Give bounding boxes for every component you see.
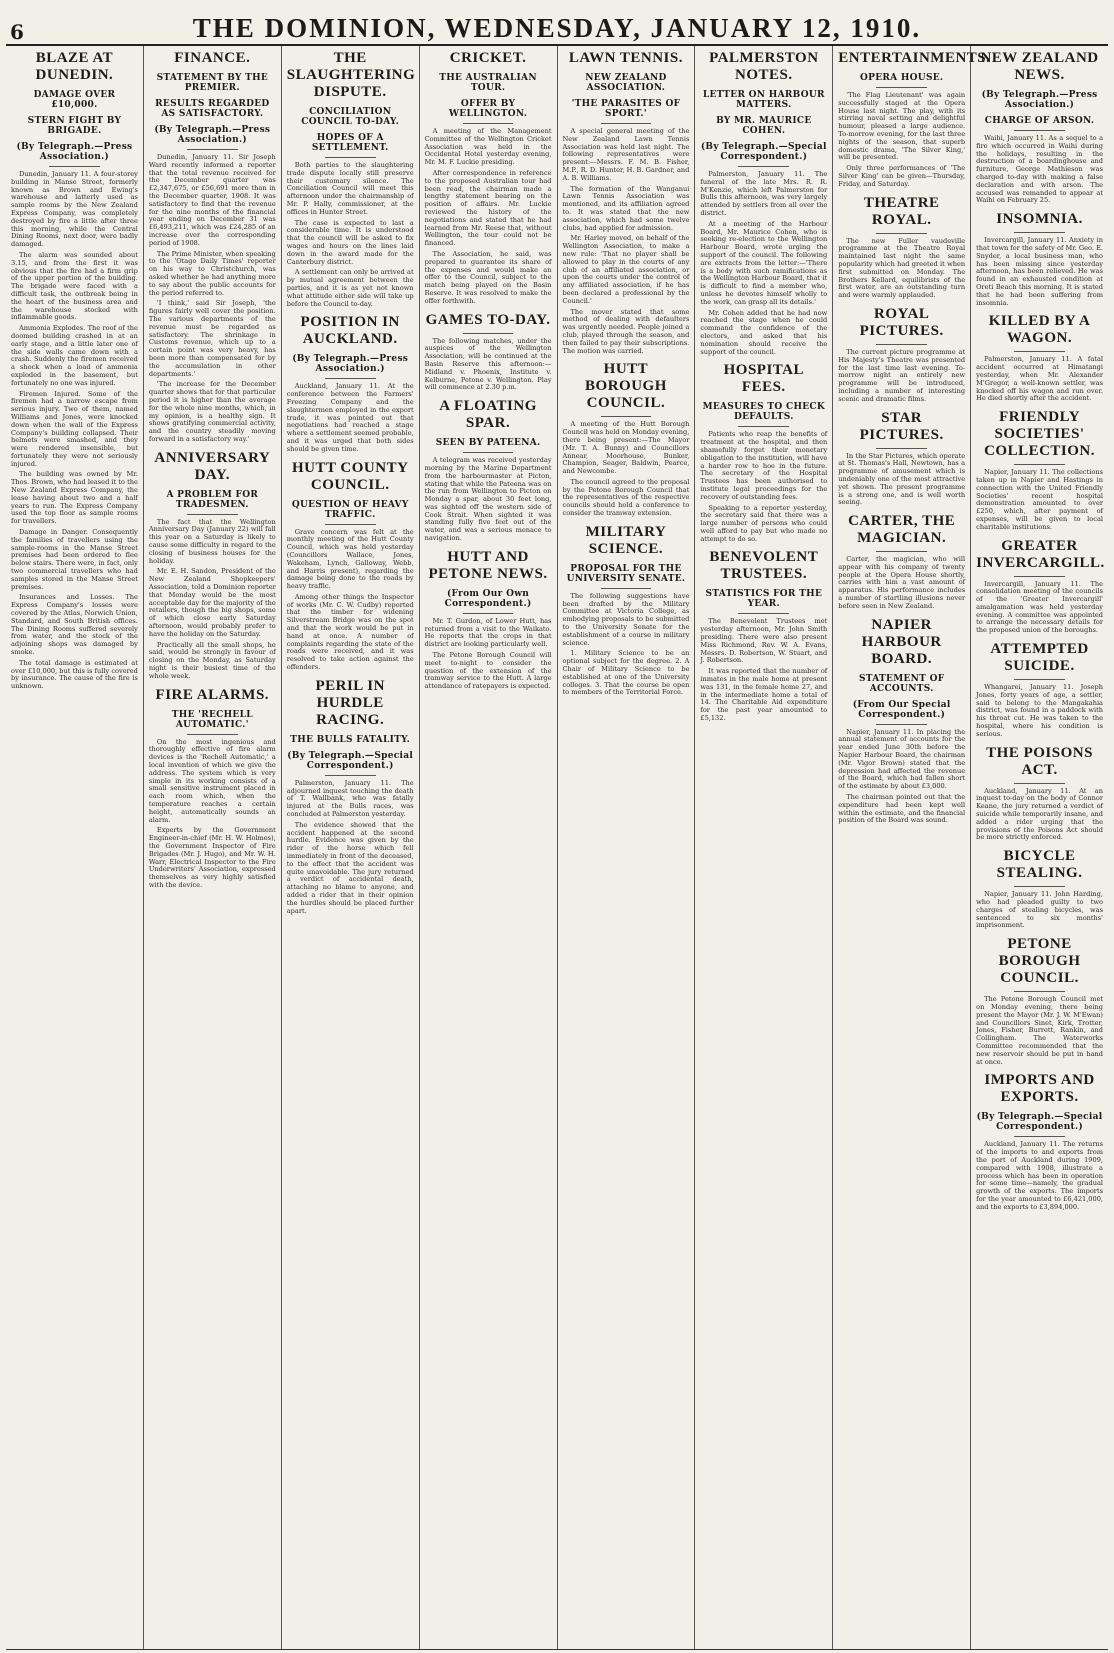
article-subheading: MEASURES TO CHECK DEFAULTS. [702,402,826,423]
headline-rule [1014,886,1065,887]
article-paragraph: 1. Military Science to be an optional subject for the degree. 2. A Chair of Military Science to be established at one of the University colleges. 3. That the course be open to members of the Territorial Force. [562,649,690,697]
article [425,398,552,543]
article [563,524,690,697]
article-body [976,891,1103,930]
article-subheading: (By Telegraph.—Press Association.) [981,90,1098,110]
headline-rule [601,416,652,417]
article-paragraph: Carter, the magician, who will appear with his company of twenty people at the Opera House shortly, carries with him a vast amount of apparatus. His performance includes a number of startling illusions never before seen in New Zealand. [838,555,966,610]
headline-rule [1014,464,1065,465]
article-subheading: PROPOSAL FOR THE UNIVERSITY SENATE. [566,563,686,584]
headline-rule [187,514,238,515]
article-body [976,996,1103,1066]
article-subheading: (By Telegraph.—Special Correspondent.) [700,142,827,162]
article-body [976,356,1103,403]
article-paragraph: The evidence showed that the accident happened at the second hurdle. Evidence was given by the rider of the horse which fell immediately in front of the deceased, to the effect that the accident was quite unavoidable. The jury returned a verdict of accidental death, attaching no blame to anyone, and added a rider that in their opinion the hurdles should be placed further apart. [286,820,414,915]
article-paragraph: Only three performances of 'The Silver King' can be given—Thursday, Friday, and Saturday. [838,164,966,188]
article [838,306,965,404]
article-paragraph: A meeting of the Management Committee of the Wellington Cricket Association was held in the Occidental Hotel yesterday evening, Mr. M. F. Luckie presiding. [424,127,552,167]
article-headline: THE SLAUGHTERING DISPUTE. [286,50,416,100]
article-paragraph: The Benevolent Trustees met yesterday afternoon, Mr. John Smith presiding. There were also present Miss Richmond, Rev. W. A. Evans, Messrs. D. Robertson, W. Stuart, and J. Robertson. [700,617,828,665]
article-paragraph: The fact that the Wellington Anniversary Day (January 22) will fall this year on a Saturday is likely to cause some difficulty in regard to the closing of business houses for the holiday. [148,517,276,565]
article-body [563,128,690,355]
headline-rule [738,166,789,167]
article [563,50,690,355]
article-subheading: THE 'RECHELL AUTOMATIC.' [171,709,253,730]
article-paragraph: Whangarei, January 11. Joseph Jones, forty years of age, a settler, said to belong to the Mangakahia district, was found in a paddock with his throat cut. He was taken to the hospital, where his condition is serious. [976,683,1103,738]
article-body [149,154,276,444]
article-paragraph: Ammonia Explodes. The roof of the doomed building crashed in at an early stage, and a little later one of the side walls came down with a crash. Suddenly the firemen received a shock when a load of ammonia exploded in the basement, but fortunately no one was injured. [11,324,138,387]
article-paragraph: Waihi, January 11. As a sequel to a fire which occurred in Waihi during the holidays, resulting in the destruction of a boardinghouse and furniture, George Mathieson was charged to-day with making a false declaration and with arson. The accused was remanded to appear at Waihi on February 25. [976,134,1103,205]
article-headline: POSITION IN AUCKLAND. [300,314,400,348]
article-paragraph: On the most ingenious and thoroughly effective of fire alarm devices is the 'Rechell Automatic,' a local invention of which we give the address. The system which is very simple in its working consists of a small sensitive instrument placed in each room which, when the temperature reaches a certain height, automatically sounds an alarm. [148,737,276,824]
headline-rule [876,233,927,234]
article [425,50,552,306]
article-body [563,421,690,518]
article-paragraph: Practically all the small shops, he said, would be strongly in favour of closing on the Monday, as Saturday night is their busiest time of the whole week. [148,640,276,680]
headline-rule [325,378,376,379]
article-paragraph: 'The increase for the December quarter shows that for that particular period it is higher than the average for the whole nine months, which, in my opinion, is a healthy sign. It shows gratifying commercial activity, and the country steadily moving forward in a satisfactory way.' [148,380,276,443]
article-headline: ENTERTAINMENTS. [838,50,991,66]
column-slaughtering [282,46,420,1649]
article-subheading: A PROBLEM FOR TRADESMEN. [166,489,259,510]
article [700,362,827,543]
article-headline: HOSPITAL FEES. [723,362,805,396]
masthead [6,4,1108,46]
headline-rule [325,524,376,525]
article-paragraph: In the Star Pictures, which operate at St. Thomas's Hall, Newtown, has a programme of amusement which is undeniably one of the most attractive yet shown. The present programme is a strong one, and is well worth seeing. [838,451,966,507]
article-headline: A FLOATING SPAR. [439,398,537,432]
article [287,678,414,916]
headline-rule [1014,576,1065,577]
article-paragraph: The chairman pointed out that the expenditure had been kept well within the estimate, and the financial position of the Board was sound. [838,793,966,825]
article [287,314,414,453]
article-headline: FIRE ALARMS. [155,686,270,703]
article-headline: LAWN TENNIS. [568,50,683,66]
article [976,313,1103,403]
headline-rule [1014,783,1065,784]
article-subheading: BY MR. MAURICE COHEN. [716,116,812,136]
article-paragraph: Auckland, January 11. The returns of the imports to and exports from the port of Auckland during 1909, compared with 1908, illustrate a process which has been in operation for some time—namely, the gradual growth of the exports. The imports for the year amounted to £6,421,000, and the exports to £3,894,000. [976,1140,1103,1211]
article-body [976,135,1103,205]
article-subheading: (By Telegraph.—Press Association.) [16,142,133,162]
article-body [425,618,552,691]
article-subheading: CHARGE OF ARSON. [984,116,1095,126]
headline-rule [463,613,514,614]
article-headline: BLAZE AT DUNEDIN. [35,50,114,83]
article [976,50,1103,205]
article-body [149,519,276,681]
headline-rule [876,344,927,345]
headline-rule [876,448,927,449]
article-subheading: OFFER BY WELLINGTON. [448,99,528,119]
article-subheading: (From Our Special Correspondent.) [852,699,951,720]
article-subheading: STATEMENT OF ACCOUNTS. [858,673,945,694]
article-paragraph: Insurances and Losses. The Express Company's losses were covered by the Atlas, Norwich Union, Standard, and South British offices. The Dining Rooms suffered severely from water, and the stock of the adjoining shops was damaged by smoke. [11,593,138,657]
article-body [11,171,138,691]
headline-rule [1014,1136,1065,1137]
column-palmerston [695,46,833,1649]
article-paragraph: The case is expected to last a considerable time. It is understood that the council will be asked to fix wages and hours on the lines laid down in the award made for the Canterbury district. [286,218,414,266]
article-paragraph: Napier, January 11. In placing the annual statement of accounts for the year ended June 30th before the Napier Harbour Board, the chairman (Mr. Vigor Brown) stated that the depression had affected the revenue of the Board, which had fallen short of the estimate by about £3,000. [838,727,966,791]
article-paragraph: After correspondence in reference to the proposed Australian tour had been read, the chairman made a lengthy statement bearing on the position of affairs. Mr. Luckie reviewed the history of the negotiations and stated that he had learned from Mr. Reese that, without Wellington, the tour could not be financed. [424,168,552,248]
article-subheading: THE AUSTRALIAN TOUR. [439,73,537,93]
article-paragraph: The new Fuller vaudeville programme at the Theatre Royal maintained last night the same popularity which had greeted it when first submitted on Monday. The Brothers Kellard, equilibrists of the first water, are an outstanding turn and were warmly applauded. [838,236,966,300]
article-headline: ANNIVERSARY DAY. [154,449,271,483]
article-headline: BENEVOLENT TRUSTEES. [709,549,819,583]
article-subheading: STATEMENT BY THE PREMIER. [156,73,269,93]
article-body [563,593,690,697]
article-paragraph: Damage in Danger. Consequently the families of travellers using the sample-rooms in the Manse Street premises had been ordered to flee below stairs. There were, in fact, only two commercial travellers who had samples stored in the Manse Street premises. [11,528,138,591]
article-paragraph: Both parties to the slaughtering trade dispute locally still preserve their customary silence. The Conciliation Council will meet this afternoon under the chairmanship of Mr. P. Hally, commissioner, at the offices in Hunter Street. [286,161,414,216]
article-headline: PALMERSTON NOTES. [709,50,819,83]
article-headline: IMPORTS AND EXPORTS. [984,1072,1095,1106]
article-subheading: CONCILIATION COUNCIL TO-DAY. [301,107,400,127]
article-headline: HUTT COUNTY COUNCIL. [291,459,409,493]
article-paragraph: Mr. E. H. Sandon, President of the New Zealand Shopkeepers' Association, told a Dominion reporter that Monday would be the most acceptable day for the majority of the retailers, though the big shops, some of which close early Saturday afternoon, would probably prefer to have the holiday on the Saturday. [148,567,276,638]
headline-rule [1014,679,1065,680]
article [976,1072,1103,1211]
page-number: 6 [10,20,24,44]
article-subheading: RESULTS REGARDED AS SATISFACTORY. [155,99,270,119]
article-headline: HUTT BOROUGH COUNCIL. [585,361,667,412]
headline-rule [876,87,927,88]
article-paragraph: Mr. Harley moved, on behalf of the Wellington Association, to make a new rule: 'That no player shall be allowed to play in the courts of any club of an affiliated association, or upon the courts under the control of any affiliated association, if he has been declared a professional by the Council.' [562,234,690,305]
article-subheading: (By Telegraph.—Press Association.) [292,354,409,375]
article [976,936,1103,1066]
article-paragraph: The council agreed to the proposal by the Petone Borough Council that the representatives of the respective councils should hold a conference to consider the tramway extension. [562,477,690,518]
headline-rule [876,724,927,725]
article [838,513,965,611]
article-paragraph: The following suggestions have been drafted by the Military Committee at Victoria College, as embodying proposals to be submitted to the University Senate for the establishment of a course in military science. [562,591,690,647]
article-body [149,739,276,890]
headline-rule [738,613,789,614]
article [976,538,1103,636]
article-body [287,780,414,916]
article-body [287,162,414,308]
article-headline: FRIENDLY SOCIETIES' COLLECTION. [984,409,1096,460]
article-headline: THE POISONS ACT. [986,744,1093,778]
article [11,50,138,691]
article [287,460,414,672]
article-paragraph: Napier, January 11. John Harding, who had pleaded guilty to two charges of stealing bicycles, was sentenced to six months' imprisonment. [976,890,1103,930]
article-columns [6,46,1108,1650]
headline-rule [601,588,652,589]
article [563,361,690,518]
article-paragraph: The mover stated that some method of dealing with defaulters was urgently needed. People joined a club, played through the season, and then failed to pay their subscriptions. The motion was carried. [562,307,690,355]
headline-rule [187,734,238,735]
article-headline: FINANCE. [174,50,251,66]
headline-rule [325,775,376,776]
article [425,549,552,691]
article-subheading: QUESTION OF HEAVY TRAFFIC. [291,499,409,520]
article-paragraph: A settlement can only be arrived at by mutual agreement between the parties, and it is as yet not known what attitude either side will take up before the Council to-day. [286,268,414,308]
article [976,211,1103,307]
article-body [976,1141,1103,1211]
article-subheading: NEW ZEALAND ASSOCIATION. [585,73,667,93]
article-paragraph: The Petone Borough Council will meet to-night to consider the question of the extension of the tramway service to the Hutt. A large attendance of ratepayers is expected. [424,651,552,691]
article-paragraph: 'I think,' said Sir Joseph, 'the figures fairly well cover the position. The various departments of the revenue must be regarded as satisfactory. The shrinkage in Customs revenue, which up to a certain point was very heavy, has been more than compensated for by the accumulation in other departments.' [148,299,276,378]
article [287,50,414,308]
article-paragraph: The building was owned by Mr. Thos. Brown, who had leased it to the New Zealand Express Company, the lease having about two and a half years to run. The Express Company used the top floor as sample rooms for travellers. [11,470,138,526]
article-subheading: LETTER ON HARBOUR MATTERS. [702,90,825,110]
article [149,687,276,890]
article [838,617,965,826]
article [976,641,1103,739]
headline-rule [463,123,514,124]
article-paragraph: Palmerston, January 11. A fatal accident occurred at Himatangi yesterday, when Mr. Alexander M'Gregor, a well-known settler, was knocked off his wagon and run over. He died shortly after the accident. [976,355,1103,403]
article-body [838,349,965,404]
article-headline: CARTER, THE MAGICIAN. [848,513,956,547]
article-subheading: 'THE PARASITES OF SPORT.' [571,99,681,119]
article-paragraph: Auckland, January 11. At the conference between the Farmers' Freezing Company and the slaughtermen employed in the export trade, it was pointed out that negotiations had reached a stage where a settlement seemed probable, and it was urged that both sides should be given time. [286,382,414,453]
headline-rule [601,123,652,124]
article-headline: ROYAL PICTURES. [859,305,944,339]
article-paragraph: The alarm was sounded about 3.15, and from the first it was obvious that the fire had a firm grip of the upper portion of the building. The brigade were faced with a difficult task, the outbreak being in the heart of the business area and the warehouse stocked with inflammable goods. [11,250,138,322]
article-paragraph: Among other things the Inspector of works (Mr. C. W. Cudby) reported that the timber for widening Silverstream Bridge was on the spot and that the work would be put in hand at once. A number of complaints regarding the state of the roads were received, and it was resolved to take action against the offenders. [286,592,414,672]
article-paragraph: Speaking to a reporter yesterday, the secretary said that there was a large number of persons who could well afford to pay but who made no attempt to do so. [700,503,828,543]
article-subheading: HOPES OF A SETTLEMENT. [311,133,389,153]
article-body [287,529,414,672]
article-subheading: (From Our Own Correspondent.) [444,588,532,609]
article [976,745,1103,843]
article-paragraph: Invercargill, January 11. Anxiety in that town for the safety of Mr. Geo. E. Snyder, a local business man, who has been missing since yesterday afternoon, has been relieved. He was found in an exhausted condition at Oreti Beach this morning. It is stated that he had been suffering from insomnia. [976,236,1103,307]
headline-rule [49,166,100,167]
article [700,549,827,722]
article-headline: THEATRE ROYAL. [863,194,940,228]
article [700,50,827,356]
article [838,195,965,300]
headline-rule [1014,232,1065,233]
article-paragraph: The following matches, under the auspices of the Wellington Association, will be continued at the Basin Reserve this afternoon:—Midland v. Phoenix, Institute v. Kelburne, Petone v. Wellington. Play will commence at 2.30 p.m. [424,336,552,392]
article-subheading: DAMAGE OVER £10,000. [33,90,116,110]
article-body [425,128,552,306]
headline-rule [876,551,927,552]
article-subheading: STERN FIGHT BY BRIGADE. [27,116,122,136]
article-body [976,469,1103,531]
article-paragraph: The Association, he said, was prepared to guarantee its share of the expenses and would make an offer to the Council, subject to the match being played on the Basin Reserve. It was resolved to make the offer forthwith. [424,249,552,305]
article-body [976,237,1103,307]
article-paragraph: The Prime Minister, when speaking to the 'Otago Daily Times' reporter on his way to Christchurch, was asked whether he had anything more to say about the public accounts for the period referred to. [148,249,276,297]
headline-rule [463,333,514,334]
article [976,409,1103,531]
article-paragraph: A special general meeting of the New Zealand Lawn Tennis Association was held last night. The following representatives were present:—Messrs. F. M. B. Fisher, M.P., R. D. Hunter, H. B. Gardner, and A. B. Williams. [562,127,690,182]
article-body [976,684,1103,739]
column-finance [144,46,282,1649]
paper-title: THE DOMINION, WEDNESDAY, JANUARY 12, 1910. [192,13,922,43]
article-body [838,453,965,508]
article-headline: CRICKET. [449,50,527,66]
article-paragraph: It was reported that the number of inmates in the male home at present was 131, in the female home 27, and in the intermediate home a total of 14. The Charitable Aid expenditure for the past year amounted to £5,132. [700,667,828,723]
article-headline: NEW ZEALAND NEWS. [980,50,1099,83]
article-body [700,431,827,543]
article-headline: ATTEMPTED SUICIDE. [990,641,1089,675]
article-paragraph: Invercargill, January 11. The consolidation meeting of the councils of the 'Greater Invercargill' amalgamation was held yesterday evening. A committee was appointed to arrange the necessary details for the proposed union of the boroughs. [976,579,1103,635]
article-subheading: (By Telegraph.—Press Association.) [154,125,271,145]
article-paragraph: Grave concern was felt at the monthly meeting of the Hutt County Council, which was held yesterday (Councillors Wallace, Jones, Wakeham, Lynch, Galloway, Webb, and Harris present), regarding the damage being done to the roads by heavy traffic. [286,527,414,591]
article-headline: HUTT AND PETONE NEWS. [428,548,548,582]
article-headline: INSOMNIA. [996,211,1083,228]
article-subheading: OPERA HOUSE. [860,73,944,83]
article-paragraph: The current picture programme at His Majesty's Theatre was presented for the last time last evening. To-morrow night an entirely new programme will be introduced, including a number of interesting scenic and dramatic films. [838,347,966,403]
headline-rule [463,452,514,453]
article-paragraph: Palmerston, January 11. The funeral of the late Mrs. R. R. M'Kenzie, which left Palmerston for Bulls this afternoon, was very largely attended by settlers from all over the district. [700,170,828,217]
article [149,50,276,444]
column-fire-dunedin [6,46,144,1649]
column-nz-news [971,46,1108,1649]
article-paragraph: Palmerston, January 11. The adjourned inquest touching the death of T. Wallbank, who was fatally injured at the Bulls races, was concluded at Palmerston yesterday. [286,778,414,819]
article-paragraph: Patients who reap the benefits of treatment at the hospital, and then shamefully forget their monetary obligation to the institution, will have a harder row to hoe in the future. The secretary of the Hospital Trustees has been authorised to institute legal proceedings for the recovery of outstanding fees. [700,430,828,501]
article [149,450,276,681]
headline-rule [187,149,238,150]
column-tennis [558,46,696,1649]
article-paragraph: A meeting of the Hutt Borough Council was held on Monday evening, there being present:—The Mayor (Mr. T. A. Bunny) and Councillors Annear, Moorhouse, Bunker, Champion, Seager, Baldwin, Pearce, and Newcombe. [562,420,690,476]
article-paragraph: The Petone Borough Council met on Monday evening, there being present the Mayor (Mr. J. W. M'Ewan) and Councillors Sinet, Kirk, Trotter, Jones, Fisher, Burrett, Rankin, and Collingham. The Waterworks Committee recommended that the new reservoir should be put in hand at once. [976,995,1103,1066]
article-paragraph: Firemen Injured. Some of the firemen had a narrow escape from serious injury. Two of them, named Williams and Jones, were knocked down when the wall of the Express Company's building collapsed. Their helmets were smashed, and they were rendered insensible, but fortunately they were not seriously injured. [11,389,138,468]
article-subheading: THE BULLS FATALITY. [290,734,411,745]
article-body [838,729,965,826]
headline-rule [1014,991,1065,992]
article-paragraph: Mr. T. Gurdon, of Lower Hutt, has returned from a visit to the Waikato. He reports that the crops in that district are looking particularly well. [424,616,552,649]
article [838,410,965,508]
article-paragraph: At a meeting of the Harbour Board, Mr. Maurice Cohen, who is seeking re-election to the Wellington Harbour Board, wrote urging the support of the council. The following are extracts from the letter:—'There is a body with such ramifications as the Wellington Harbour Board, that it is difficult to find a member who, unless he devotes himself wholly to the work, can grasp all its details.' [700,219,828,306]
article-headline: GREATER INVERCARGILL. [976,537,1105,571]
article-body [838,92,965,189]
article-body [838,238,965,300]
article-paragraph: 'The Flag Lieutenant' was again successfully staged at the Opera House last night. The play, with its stirring naval setting and delightful humour, pleased a large audience. To-morrow evening, for the last three nights of the season, that superb domestic drama, 'The Silver King,' will be presented. [838,91,966,162]
article-headline: BICYCLE STEALING. [996,848,1083,882]
article-paragraph: Auckland, January 11. At an inquest to-day on the body of Connor Keane, the jury returned a verdict of suicide while temporarily insane, and added a rider urging that the provisions of the Poisons Act should be more strictly enforced. [976,786,1103,842]
article-body [976,581,1103,636]
column-entertainments [833,46,991,1649]
article [425,312,552,393]
article-headline: PETONE BOROUGH COUNCIL. [998,936,1081,987]
article-subheading: SEEN BY PATEENA. [435,438,541,449]
article-headline: KILLED BY A WAGON. [988,313,1091,347]
headline-rule [1014,130,1065,131]
article-paragraph: Experts by the Government Engineer-in-chief (Mr. H. W. Holmes), the Government Inspector of Fire Brigades (Mr. J. Hugo), and Mr. W. H. Warr, Electrical Inspector to the Fire Underwriters' Association, expressed themselves as very highly satisfied with the device. [148,826,276,889]
column-cricket [420,46,558,1649]
article-body [700,171,827,356]
article-subheading: (By Telegraph.—Special Correspondent.) [976,1112,1103,1133]
headline-rule [1014,351,1065,352]
article-paragraph: The total damage is estimated at over £10,000, but this is fully covered by insurance. The cause of the fire is unknown. [11,658,138,691]
article-subheading: STATISTICS FOR THE YEAR. [705,589,823,610]
article-body [700,618,827,722]
article-body [287,383,414,453]
article [838,50,991,189]
headline-rule [325,157,376,158]
article-body [838,556,965,611]
article-body [976,788,1103,843]
article-paragraph: The formation of the Wanganui Lawn Tennis Association was mentioned, and its affiliation agreed to. It was stated that the new association, which had some twelve clubs, had applied for admission. [562,184,690,232]
article-headline: STAR PICTURES. [859,409,944,443]
article-paragraph: A telegram was received yesterday morning by the Marine Department from the harbourmaster at Picton, stating that while the Pateena was on the run from Wellington to Picton on Monday a spar, about 30 feet long, was sighted off the western side of Cook Strait. When sighted it was standing fully five feet out of the water, and was a serious menace to navigation. [424,456,552,543]
headline-rule [738,426,789,427]
article-body [425,338,552,393]
article-headline: GAMES TO-DAY. [425,311,551,328]
article-headline: MILITARY SCIENCE. [585,523,667,557]
article-paragraph: Dunedin, January 11. A four-storey building in Manse Street, formerly known as Brown and Ewing's warehouse and latterly used as sample rooms by the New Zealand Express Company, was completely destroyed by fire a little after three this morning, while the Central Dining Rooms, next door, were badly damaged. [11,170,138,249]
article-body [425,457,552,543]
article-headline: NAPIER HARBOUR BOARD. [861,616,942,667]
article [976,848,1103,930]
article-paragraph: Mr. Cohen added that he had now reached the stage when he could command the confidence of the electors, and asked that his nomination should receive the support of the council. [700,308,828,356]
article-headline: PERIL IN HURDLE RACING. [315,677,385,728]
article-paragraph: Napier, January 11. The collections taken up in Napier and Hastings in connection with the United Friendly Societies' recent hospital demonstration amounted to over £250, which, after payment of expenses, will be given to local charitable institutions. [976,468,1103,531]
article-subheading: (By Telegraph.—Special Correspondent.) [287,750,414,771]
article-paragraph: Dunedin, January 11. Sir Joseph Ward recently informed a reporter that the total revenue received for the December quarter was £2,347,675, or £56,691 more than in the December quarter, 1908. It was satisfactory to find that the revenue for the nine months of the financial year ending on December 31 was £6,493,211, which was £24,285 of an increase over the corresponding period of 1908. [148,153,276,247]
